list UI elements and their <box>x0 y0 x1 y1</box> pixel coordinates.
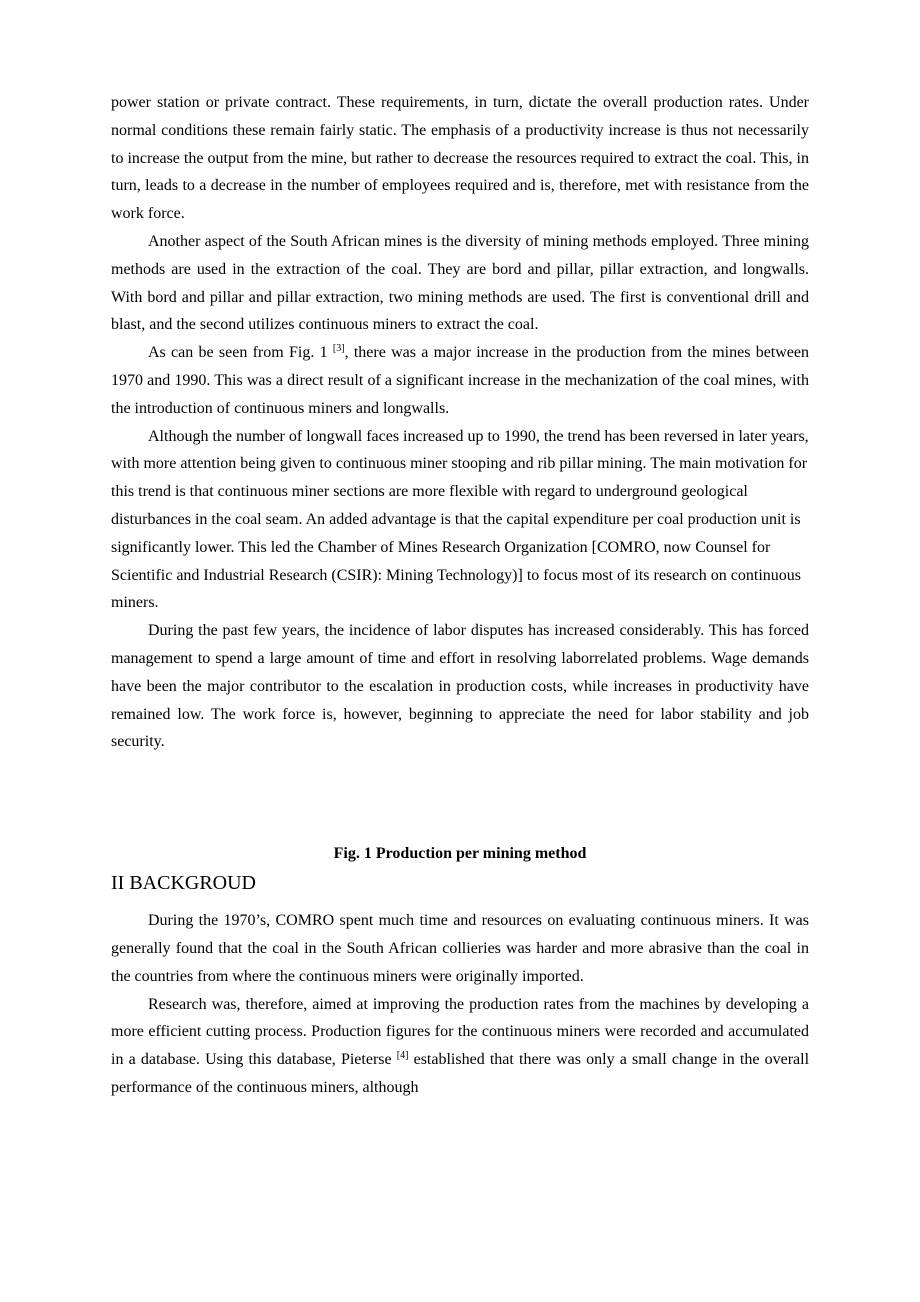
body-paragraph <box>111 991 809 1102</box>
paragraph-text: As can be seen from Fig. 1 <box>148 344 328 362</box>
paragraph-text: , there was a major increase in the production from the mines between 1970 and 1990. This was a direct result of a significant increase in the mechanization of the coal mines, with the introduction of continuous miners and longwalls. <box>111 344 810 417</box>
document-page <box>111 89 809 1102</box>
body-paragraph: During the past few years, the incidence of labor disputes has increased considerably. This has forced management to spend a large amount of time and effort in resolving laborrelated problems. Wage demands have been the major contributor to the escalation in production costs, while increases in productivity have remained low. The work force is, however, beginning to appreciate the need for labor stability and job security. <box>111 622 809 751</box>
section-heading: II BACKGROUD <box>111 872 256 895</box>
body-paragraph: Another aspect of the South African mines is the diversity of mining methods employed. Three mining methods are used in the extraction of the coal. They are bord and pillar, pillar extraction, and longwalls. With bord and pillar and pillar extraction, two mining methods are used. The first is conventional drill and blast, and the second utilizes continuous miners to extract the coal. <box>111 232 809 334</box>
figure-placeholder <box>111 756 809 840</box>
paragraph-text: Research was, therefore, aimed at improving the production rates from the machines by developing a more efficient cutting process. Production figures for the continuous miners were recorded and accumulated in a database. Using this database, Pieterse <box>111 995 809 1069</box>
citation-reference: [4] <box>396 1050 409 1062</box>
figure-caption: Fig. 1 Production per mining method <box>333 845 587 863</box>
body-paragraph: Although the number of longwall faces increased up to 1990, the trend has been reversed in later years, with more attention being given to continuous miner stooping and rib pillar mining. The main motivation for this trend is that continuous miner sections are more flexible with regard to underground geological disturbances in the coal seam. An added advantage is that the capital expenditure per coal production unit is significantly lower. This led the Chamber of Mines Research Organization [COMRO, now Counsel for Scientific and Industrial Research (CSIR): Mining Technology)] to focus most of its research on continuous miners. <box>111 427 809 612</box>
body-paragraph: power station or private contract. These requirements, in turn, dictate the overall production rates. Under normal conditions these remain fairly static. The emphasis of a productivity increase is thus not necessarily to increase the output from the mine, but rather to decrease the resources required to extract the coal. This, in turn, leads to a decrease in the number of employees required and is, therefore, met with resistance from the work force. <box>111 94 809 223</box>
paragraph-text: established that there was only a small change in the overall performance of the continuous miners, although <box>111 1051 810 1096</box>
body-paragraph <box>111 339 809 422</box>
body-paragraph: During the 1970’s, COMRO spent much time and resources on evaluating continuous miners. It was generally found that the coal in the South African collieries was harder and more abrasive than the coal in the countries from where the continuous miners were originally imported. <box>111 912 809 985</box>
citation-reference: [3] <box>332 343 345 355</box>
